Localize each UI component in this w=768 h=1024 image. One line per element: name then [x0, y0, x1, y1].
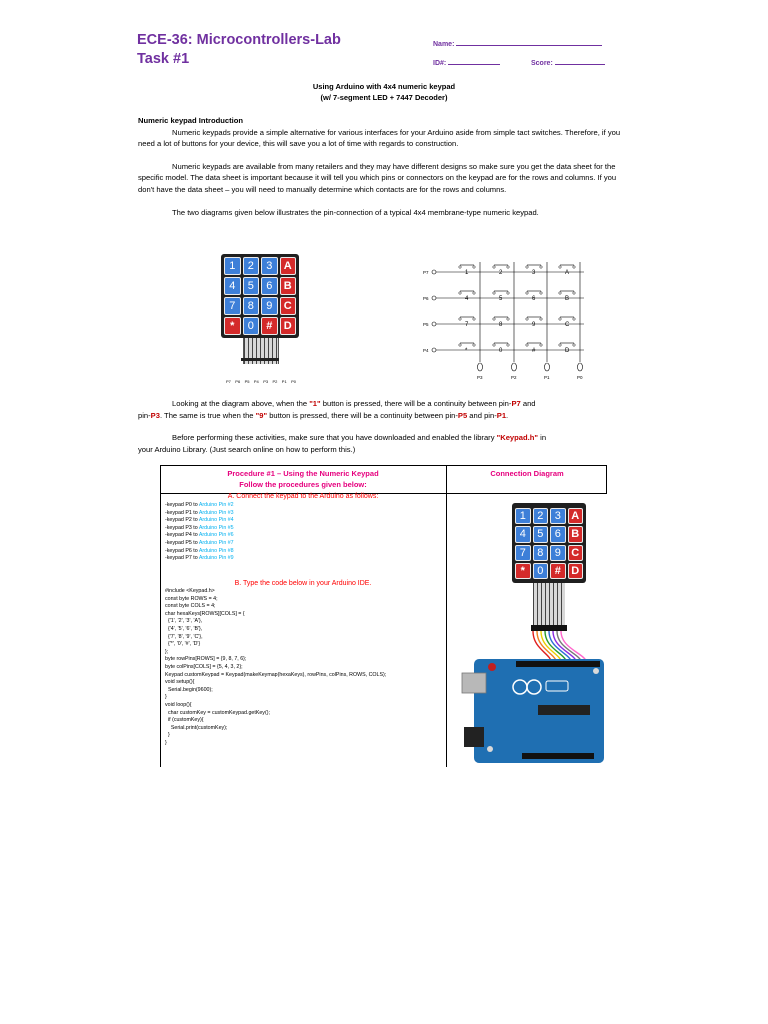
key-D: D [280, 317, 297, 335]
id-label: ID#: [433, 60, 447, 67]
intro-heading: Numeric keypad Introduction [138, 116, 244, 125]
switch-node [459, 344, 461, 346]
key-9-highlight: "9" [255, 410, 268, 420]
keypad-keys [224, 257, 296, 335]
key-*: * [224, 317, 241, 335]
key-2: 2 [243, 257, 260, 275]
code-line: {'1', '2', '3', 'A'}, [165, 618, 203, 625]
arduino-pin-label: Arduino Pin #5 [198, 524, 234, 531]
key-7: 7 [515, 545, 531, 561]
key-1-highlight: "1" [309, 399, 321, 408]
row-pin-terminal [432, 296, 436, 300]
intro-paragraph-2: Numeric keypads are available from many retailers and they may have different designs so make sure you get the data sheet for the specific model. The data sheet is important because it will tell you which pins or connectors on the keypad are for the rows and columns. If you don't have the data sheet – you will need to manually determine which contacts are for the rows and columns. [138, 161, 617, 194]
key-C: C [568, 545, 584, 561]
switch-node [507, 318, 509, 320]
code-line: {'*', '0', '#', 'D'} [165, 641, 201, 648]
row-pin-label: P7 [423, 270, 429, 275]
connection-item: -keypad P6 to Arduino Pin #8 [165, 547, 234, 554]
key-D: D [568, 563, 584, 579]
switch-node [526, 344, 528, 346]
code-line: {'7', '8', '9', 'C'}, [165, 633, 203, 640]
schematic-key-B: B [565, 296, 570, 302]
procedure-table [160, 465, 607, 767]
key-A: A [280, 257, 297, 275]
switch-node [473, 266, 475, 268]
row-pin-terminal [432, 322, 436, 326]
schematic-key-D: D [565, 348, 570, 354]
switch-node [473, 318, 475, 320]
switch-node [526, 318, 528, 320]
key-#: # [550, 563, 566, 579]
explain-line-3: Before performing these activities, make sure that you have downloaded and enabled the library "Keypad.h" in [172, 433, 547, 443]
keypad-pin-label: P5 [244, 379, 250, 384]
procedure-subtitle: Follow the procedures given below: [239, 480, 367, 489]
arduino-pin-label: Arduino Pin #7 [198, 539, 234, 546]
column-pin-terminal [578, 363, 583, 371]
name-blank [456, 38, 602, 46]
schematic-key-C: C [565, 322, 570, 328]
switch-node [526, 292, 528, 294]
connection-diagram-title: Connection Diagram [490, 469, 564, 478]
intro-paragraph-1: Numeric keypads provide a simple alternative for various interfaces for your Arduino aside from simple tact switches. Therefore, if you need a lot of buttons for your device, this will save you a lot of time with regards to construction. [138, 127, 621, 149]
code-block [165, 588, 445, 747]
switch-node [507, 266, 509, 268]
schematic-key-7: 7 [465, 322, 469, 328]
task-title: Task #1 [137, 51, 190, 67]
column-pin-terminal [512, 363, 517, 371]
connection-ribbon-cable [533, 583, 565, 627]
switch-node [540, 344, 542, 346]
column-pin-label: P0 [577, 375, 583, 380]
key-2: 2 [533, 508, 549, 524]
switch-node [559, 344, 561, 346]
code-line: } [165, 732, 170, 739]
schematic-key-A: A [565, 270, 570, 276]
column-pin-label: P3 [477, 375, 483, 380]
connection-item: -keypad P5 to Arduino Pin #7 [165, 539, 234, 546]
row-pin-terminal [432, 270, 436, 274]
arduino-pin-label: Arduino Pin #8 [198, 547, 234, 554]
pin-p7-highlight: P7 [511, 399, 521, 408]
key-8: 8 [243, 297, 260, 315]
intro-paragraph-3: The two diagrams given below illustrates the pin-connection of a typical 4x4 membrane-type numeric keypad. [172, 207, 539, 217]
code-line: void setup(){ [165, 679, 195, 686]
schematic-key-#: # [532, 348, 536, 354]
switch-node [459, 292, 461, 294]
column-pin-terminal [478, 363, 483, 371]
row-pin-label: P6 [423, 296, 429, 301]
step-b-heading: B. Type the code below in your Arduino IDE. [234, 580, 372, 587]
key-5: 5 [533, 526, 549, 542]
switch-node [573, 292, 575, 294]
code-line: char hexaKeys[ROWS][COLS] = { [165, 610, 245, 617]
switch-node [573, 344, 575, 346]
connection-item: -keypad P4 to Arduino Pin #6 [165, 532, 234, 539]
key-3: 3 [261, 257, 278, 275]
schematic-key-1: 1 [465, 270, 469, 276]
code-line: }; [165, 648, 169, 655]
key-C: C [280, 297, 297, 315]
switch-node [559, 292, 561, 294]
switch-node [507, 292, 509, 294]
switch-node [473, 344, 475, 346]
keypad-pin-labels [226, 379, 296, 384]
keypad-pin-label: P2 [272, 379, 278, 384]
connection-item: -keypad P0 to Arduino Pin #2 [165, 502, 234, 508]
key-8: 8 [533, 545, 549, 561]
procedure-title: Procedure #1 – Using the Numeric Keypad [227, 469, 379, 478]
column-pin-label: P1 [544, 375, 550, 380]
arduino-pin-label: Arduino Pin #2 [198, 502, 234, 508]
switch-node [573, 266, 575, 268]
switch-node [459, 318, 461, 320]
key-9: 9 [550, 545, 566, 561]
connection-item: -keypad P2 to Arduino Pin #4 [165, 517, 234, 524]
keypad-pin-label: P0 [291, 379, 296, 384]
schematic-key-*: * [465, 348, 468, 354]
key-1: 1 [515, 508, 531, 524]
arduino-pin-label: Arduino Pin #9 [198, 555, 234, 562]
code-line: byte rowPins[ROWS] = {9, 8, 7, 6}; [165, 656, 247, 663]
doc-title-line2: (w/ 7-segment LED + 7447 Decoder) [320, 93, 448, 102]
intro-section [138, 115, 633, 218]
step-a-heading: A. Connect the keypad to the Arduino as follows: [227, 493, 379, 500]
score-label: Score: [531, 60, 553, 67]
key-1: 1 [224, 257, 241, 275]
code-line: Keypad customKeypad = Keypad(makeKeymap(hexaKeys), rowPins, colPins, ROWS, COLS); [165, 671, 387, 678]
row-pin-terminal [432, 348, 436, 352]
key-3: 3 [550, 508, 566, 524]
code-line: void loop(){ [165, 701, 192, 708]
score-blank [555, 57, 605, 65]
switch-node [459, 266, 461, 268]
code-line: const byte ROWS = 4; [165, 595, 218, 602]
keypad-pin-label: P1 [281, 379, 287, 384]
pin-p3-highlight: P3 [150, 410, 160, 420]
jumper-wires [533, 631, 587, 663]
keypad-pin-label: P3 [263, 379, 269, 384]
explain-line-2: pin-P3. The same is true when the "9" button is pressed, there will be a continuity between pin-P5 and pin-P1. [138, 410, 509, 420]
arduino-pin-label: Arduino Pin #6 [198, 532, 234, 539]
code-line: const byte COLS = 4; [165, 603, 216, 610]
schematic-key-2: 2 [499, 270, 503, 276]
code-line: {'4', '5', '6', 'B'}, [165, 625, 203, 632]
key-B: B [280, 277, 297, 295]
keypad-connector [241, 358, 279, 361]
switch-node [507, 344, 509, 346]
switch-node [493, 318, 495, 320]
row-pin-label: P5 [423, 322, 429, 327]
arduino-uno-wiring [460, 629, 606, 765]
arduino-pin-label: Arduino Pin #3 [198, 509, 234, 516]
keypad-pin-label: P7 [226, 379, 231, 384]
column-pin-terminal [545, 363, 550, 371]
schematic-key-6: 6 [532, 296, 536, 302]
connection-item: -keypad P3 to Arduino Pin #5 [165, 524, 234, 531]
pin-p1-highlight: P1 [496, 410, 507, 420]
keypad-pin-label: P6 [235, 379, 241, 384]
key-0: 0 [533, 563, 549, 579]
key-*: * [515, 563, 531, 579]
id-blank [448, 57, 500, 65]
switch-node [540, 318, 542, 320]
arduino-pin-label: Arduino Pin #4 [198, 517, 234, 524]
keypad-pin-label: P4 [253, 379, 259, 384]
name-label: Name: [433, 41, 455, 48]
key-6: 6 [261, 277, 278, 295]
key-4: 4 [515, 526, 531, 542]
key-0: 0 [243, 317, 260, 335]
key-5: 5 [243, 277, 260, 295]
column-pin-label: P2 [511, 375, 517, 380]
switch-node [526, 266, 528, 268]
switch-node [573, 318, 575, 320]
key-#: # [261, 317, 278, 335]
switch-node [559, 318, 561, 320]
schematic-key-4: 4 [465, 296, 469, 302]
arduino-board [462, 659, 604, 763]
key-B: B [568, 526, 584, 542]
pin-p5-highlight: P5 [457, 410, 468, 420]
schematic-key-3: 3 [532, 270, 536, 276]
code-line: byte colPins[COLS] = {5, 4, 3, 2}; [165, 663, 243, 670]
keypad-illustration [221, 254, 299, 384]
switch-node [493, 292, 495, 294]
doc-title-line1: Using Arduino with 4x4 numeric keypad [312, 82, 456, 91]
code-line: Serial.print(customKey); [165, 724, 228, 731]
code-line: char customKey = customKeypad.getKey(); [165, 709, 270, 716]
schematic-key-9: 9 [532, 322, 536, 328]
explanation-section [138, 398, 633, 455]
code-line: } [165, 694, 167, 701]
schematic-key-5: 5 [499, 296, 503, 302]
library-highlight: "Keypad.h" [496, 433, 539, 443]
key-4: 4 [224, 277, 241, 295]
row-pin-label: P4 [423, 348, 429, 353]
explain-line-1: Looking at the diagram above, when the "1" button is pressed, there will be a continuity between pin-P7 and [172, 399, 536, 408]
switch-node [493, 266, 495, 268]
name-field [433, 38, 602, 48]
explain-line-4: your Arduino Library. (Just search online on how to perform this.) [138, 444, 356, 454]
switch-node [473, 292, 475, 294]
score-field [531, 57, 605, 67]
keypad-schematic [422, 258, 590, 382]
connection-item: -keypad P7 to Arduino Pin #9 [165, 555, 234, 562]
course-title: ECE-36: Microcontrollers-Lab [137, 32, 341, 48]
connection-list [165, 502, 435, 563]
key-9: 9 [261, 297, 278, 315]
connection-item: -keypad P1 to Arduino Pin #3 [165, 509, 234, 516]
key-7: 7 [224, 297, 241, 315]
schematic-key-8: 8 [499, 322, 503, 328]
code-line: if (customKey){ [165, 717, 204, 724]
code-line: #include <Keypad.h> [165, 588, 215, 594]
connection-keypad [512, 503, 586, 583]
connection-keypad-keys [515, 508, 583, 579]
key-A: A [568, 508, 584, 524]
switch-node [559, 266, 561, 268]
key-6: 6 [550, 526, 566, 542]
switch-node [540, 266, 542, 268]
switch-node [493, 344, 495, 346]
schematic-key-0: 0 [499, 348, 503, 354]
id-field [433, 57, 500, 67]
code-line: Serial.begin(9600); [165, 686, 213, 693]
code-line: } [165, 739, 167, 746]
switch-node [540, 292, 542, 294]
